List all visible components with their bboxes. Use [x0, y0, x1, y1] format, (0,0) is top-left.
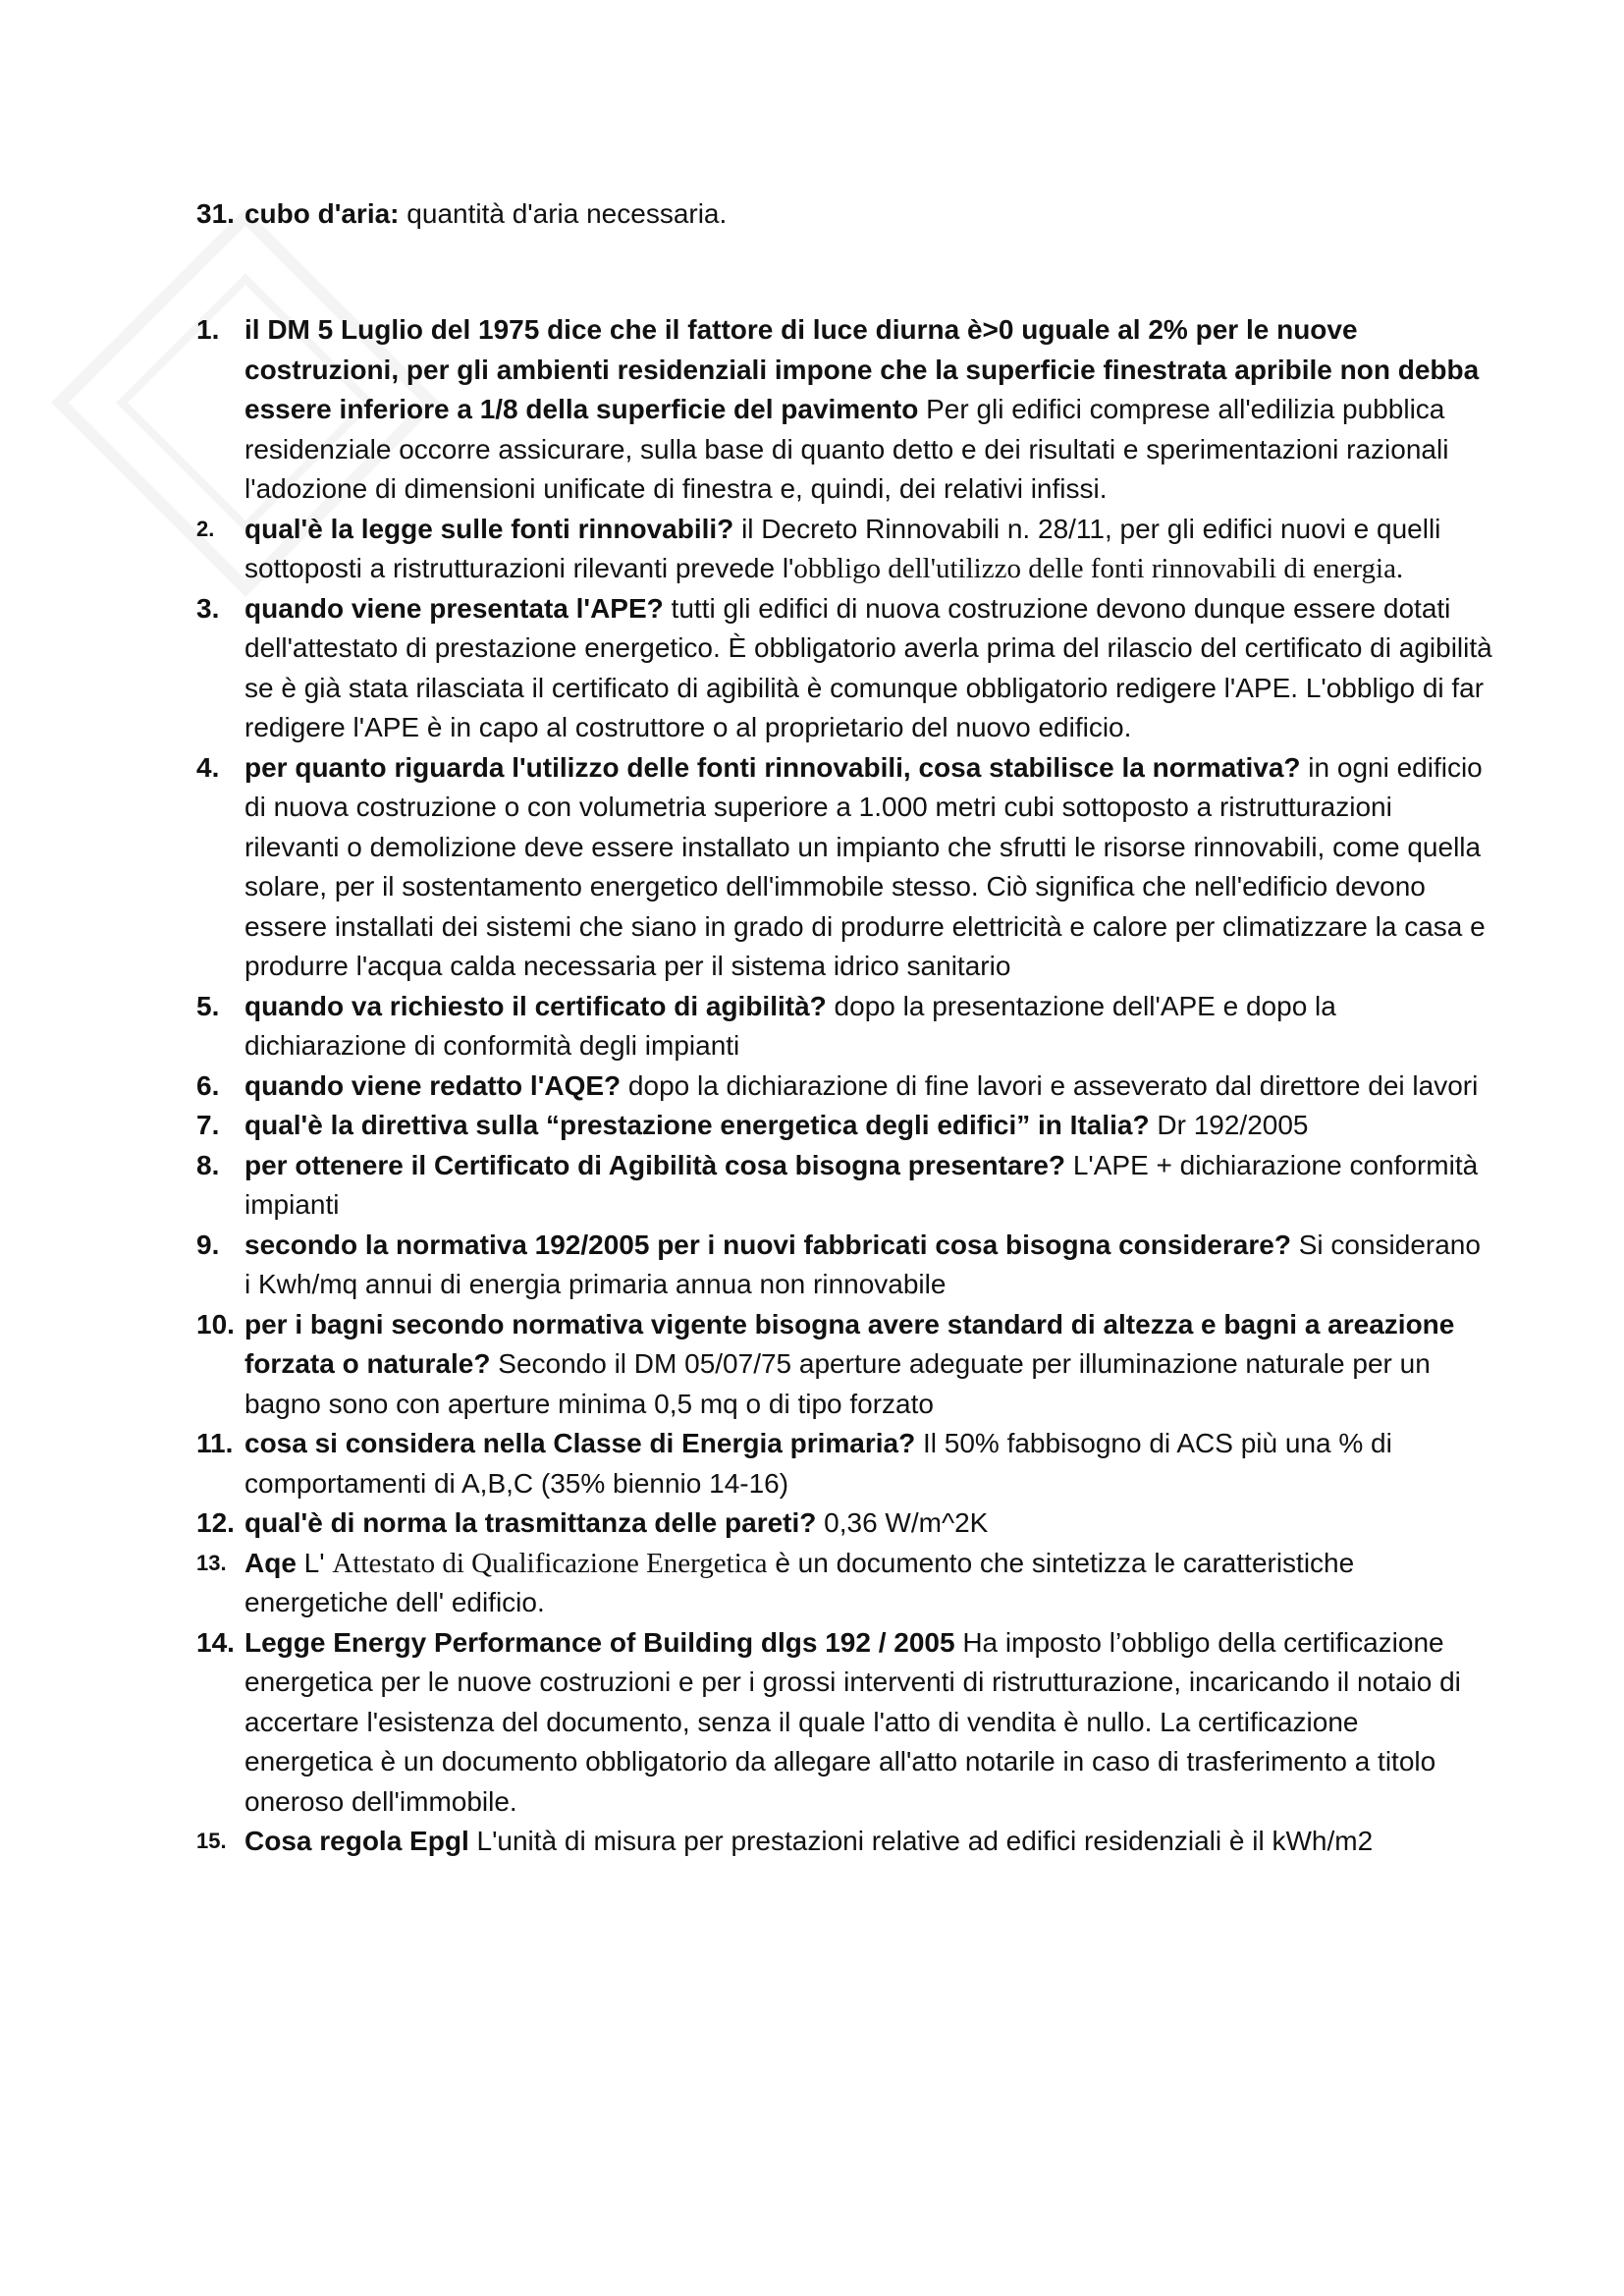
- item-question: Aqe: [244, 1547, 297, 1578]
- item-answer: il Decreto Rinnovabili n. 28/11, per gli edifici nuovi e quelli sottoposti a ristrutturazioni rilevanti prevede l': [244, 513, 1441, 583]
- top-list-item: [196, 194, 1492, 234]
- item-question: quando viene redatto l'AQE?: [244, 1069, 622, 1101]
- item-number: 6.: [196, 1069, 220, 1101]
- item-answer: L': [296, 1547, 333, 1578]
- item-number: 9.: [196, 1229, 220, 1260]
- item-definition: quantità d'aria necessaria.: [399, 198, 728, 229]
- item-answer: Ha imposto l’obbligo della certificazione energetica per le nuove costruzioni e per i grossi interventi di ristrutturazione, incaricando il notaio di accertare l'esistenza del documento, senza il quale l'atto di vendita è nullo. La certificazione energetica è un documento obbligatorio da allegare all'atto notarile in caso di trasferimento a titolo oneroso dell'immobile.: [244, 1626, 1461, 1817]
- item-question: per ottenere il Certificato di Agibilità cosa bisogna presentare?: [244, 1149, 1066, 1180]
- item-body: [244, 589, 1492, 748]
- item-answer: Per gli edifici comprese all'edilizia pubblica residenziale occorre assicurare, sulla base di quanto detto e dei risultati e sperimentazioni razionali l'adozione di dimensioni unificate di finestra e, quindi, dei relativi infissi.: [244, 394, 1449, 504]
- item-question: quando va richiesto il certificato di agibilità?: [244, 990, 827, 1021]
- item-answer: Secondo il DM 05/07/75 aperture adeguate per illuminazione naturale per un bagno sono con aperture minima 0,5 mq o di tipo forzato: [244, 1348, 1431, 1419]
- item-answer-serif: Attestato di Qualificazione Energetica: [332, 1547, 768, 1579]
- item-question: cosa si considera nella Classe di Energia primaria?: [244, 1428, 916, 1458]
- list-item: [196, 310, 1492, 510]
- item-number: 1.: [196, 314, 220, 345]
- item-number: 5.: [196, 990, 220, 1021]
- list-item: [196, 1305, 1492, 1425]
- question-list: [196, 310, 1492, 1862]
- list-item: [196, 748, 1492, 987]
- item-answer-tail: è un documento che sintetizza le caratteristiche energetiche dell' edificio.: [244, 1547, 1355, 1617]
- list-item: [196, 1146, 1492, 1226]
- item-question: qual'è la direttiva sulla “prestazione energetica degli edifici” in Italia?: [244, 1110, 1150, 1140]
- item-body: [244, 1503, 1492, 1544]
- item-term: cubo d'aria:: [244, 198, 400, 229]
- item-question: secondo la normativa 192/2005 per i nuovi fabbricati cosa bisogna considerare?: [244, 1229, 1291, 1260]
- item-answer: Dr 192/2005: [1149, 1110, 1309, 1140]
- item-number: 2.: [196, 516, 215, 541]
- item-answer: dopo la dichiarazione di fine lavori e asseverato dal direttore dei lavori: [621, 1069, 1479, 1101]
- item-question: per quanto riguarda l'utilizzo delle fonti rinnovabili, cosa stabilisce la normativa?: [244, 751, 1301, 783]
- item-question: Legge Energy Performance of Building dlgs 192 / 2005: [244, 1626, 955, 1658]
- list-item: [196, 1822, 1492, 1862]
- item-body: [244, 1424, 1492, 1503]
- item-answer: 0,36 W/m^2K: [816, 1507, 989, 1538]
- item-body: [244, 1066, 1492, 1107]
- item-number: 31.: [196, 198, 235, 229]
- item-answer: dopo la presentazione dell'APE e dopo la dichiarazione di conformità degli impianti: [244, 990, 1336, 1061]
- item-body: [244, 1106, 1492, 1146]
- item-answer: L'APE + dichiarazione conformità impianti: [244, 1149, 1479, 1220]
- item-number: 7.: [196, 1110, 220, 1140]
- item-body: [244, 748, 1492, 987]
- item-answer: L'unità di misura per prestazioni relative ad edifici residenziali è il kWh/m2: [468, 1826, 1374, 1856]
- item-question: qual'è la legge sulle fonti rinnovabili?: [244, 513, 734, 544]
- item-body: [244, 1623, 1492, 1823]
- item-question: quando viene presentata l'APE?: [244, 592, 664, 624]
- list-item: [196, 1106, 1492, 1146]
- item-number: 3.: [196, 592, 220, 624]
- item-question: qual'è di norma la trasmittanza delle pareti?: [244, 1507, 817, 1538]
- item-number: 10.: [196, 1308, 235, 1339]
- item-body: [244, 1544, 1492, 1623]
- item-number: 15.: [196, 1829, 227, 1853]
- item-body: [244, 987, 1492, 1066]
- item-body: [244, 1146, 1492, 1226]
- item-answer-serif: obbligo dell'utilizzo delle fonti rinnovabili di energia.: [793, 553, 1404, 584]
- item-answer: in ogni edificio di nuova costruzione o con volumetria superiore a 1.000 metri cubi sottoposto a ristrutturazioni rilevanti o demolizione deve essere installato un impianto che sfrutti le risorse rinnovabili, come quella solare, per il sostentamento energetico dell'immobile stesso. Ciò significa che nell'edificio devono essere installati dei sistemi che siano in grado di produrre elettricità e calore per climatizzare la casa e produrre l'acqua calda necessaria per il sistema idrico sanitario: [244, 751, 1486, 981]
- item-body: [244, 510, 1492, 589]
- item-question: Cosa regola Epgl: [244, 1826, 469, 1856]
- item-answer: tutti gli edifici di nuova costruzione devono dunque essere dotati dell'attestato di prestazione energetico. È obbligatorio averla prima del rilascio del certificato di agibilità se è già stata rilasciata il certificato di agibilità è comunque obbligatorio redigere l'APE. L'obbligo di far redigere l'APE è in capo al costruttore o al proprietario del nuovo edificio.: [244, 592, 1492, 742]
- list-item: [196, 1544, 1492, 1623]
- item-body: [244, 310, 1492, 510]
- list-item: [196, 987, 1492, 1066]
- item-number: 11.: [196, 1428, 234, 1458]
- list-item: [196, 1503, 1492, 1544]
- item-answer: Si considerano i Kwh/mq annui di energia primaria annua non rinnovabile: [244, 1229, 1481, 1299]
- list-item: [196, 589, 1492, 748]
- item-number: 13.: [196, 1550, 227, 1575]
- list-item: [196, 1066, 1492, 1107]
- item-number: 4.: [196, 751, 220, 783]
- item-body: [244, 1226, 1492, 1305]
- item-text: [244, 194, 727, 234]
- item-question: per i bagni secondo normativa vigente bisogna avere standard di altezza e bagni a areazione forzata o naturale?: [244, 1308, 1455, 1379]
- item-number: 8.: [196, 1149, 220, 1180]
- item-body: [244, 1822, 1492, 1862]
- list-item: [196, 1623, 1492, 1823]
- list-item: [196, 510, 1492, 589]
- document-page: [196, 194, 1492, 1862]
- list-item: [196, 1424, 1492, 1503]
- item-number: 12.: [196, 1507, 235, 1538]
- item-answer: Il 50% fabbisogno di ACS più una % di comportamenti di A,B,C (35% biennio 14-16): [244, 1428, 1392, 1499]
- item-number: 14.: [196, 1626, 235, 1658]
- item-body: [244, 1305, 1492, 1425]
- list-item: [196, 1226, 1492, 1305]
- item-question: il DM 5 Luglio del 1975 dice che il fattore di luce diurna è>0 uguale al 2% per le nuove costruzioni, per gli ambienti residenziali impone che la superficie finestrata apribile non debba essere inferiore a 1/8 della superficie del pavimento: [244, 314, 1480, 424]
